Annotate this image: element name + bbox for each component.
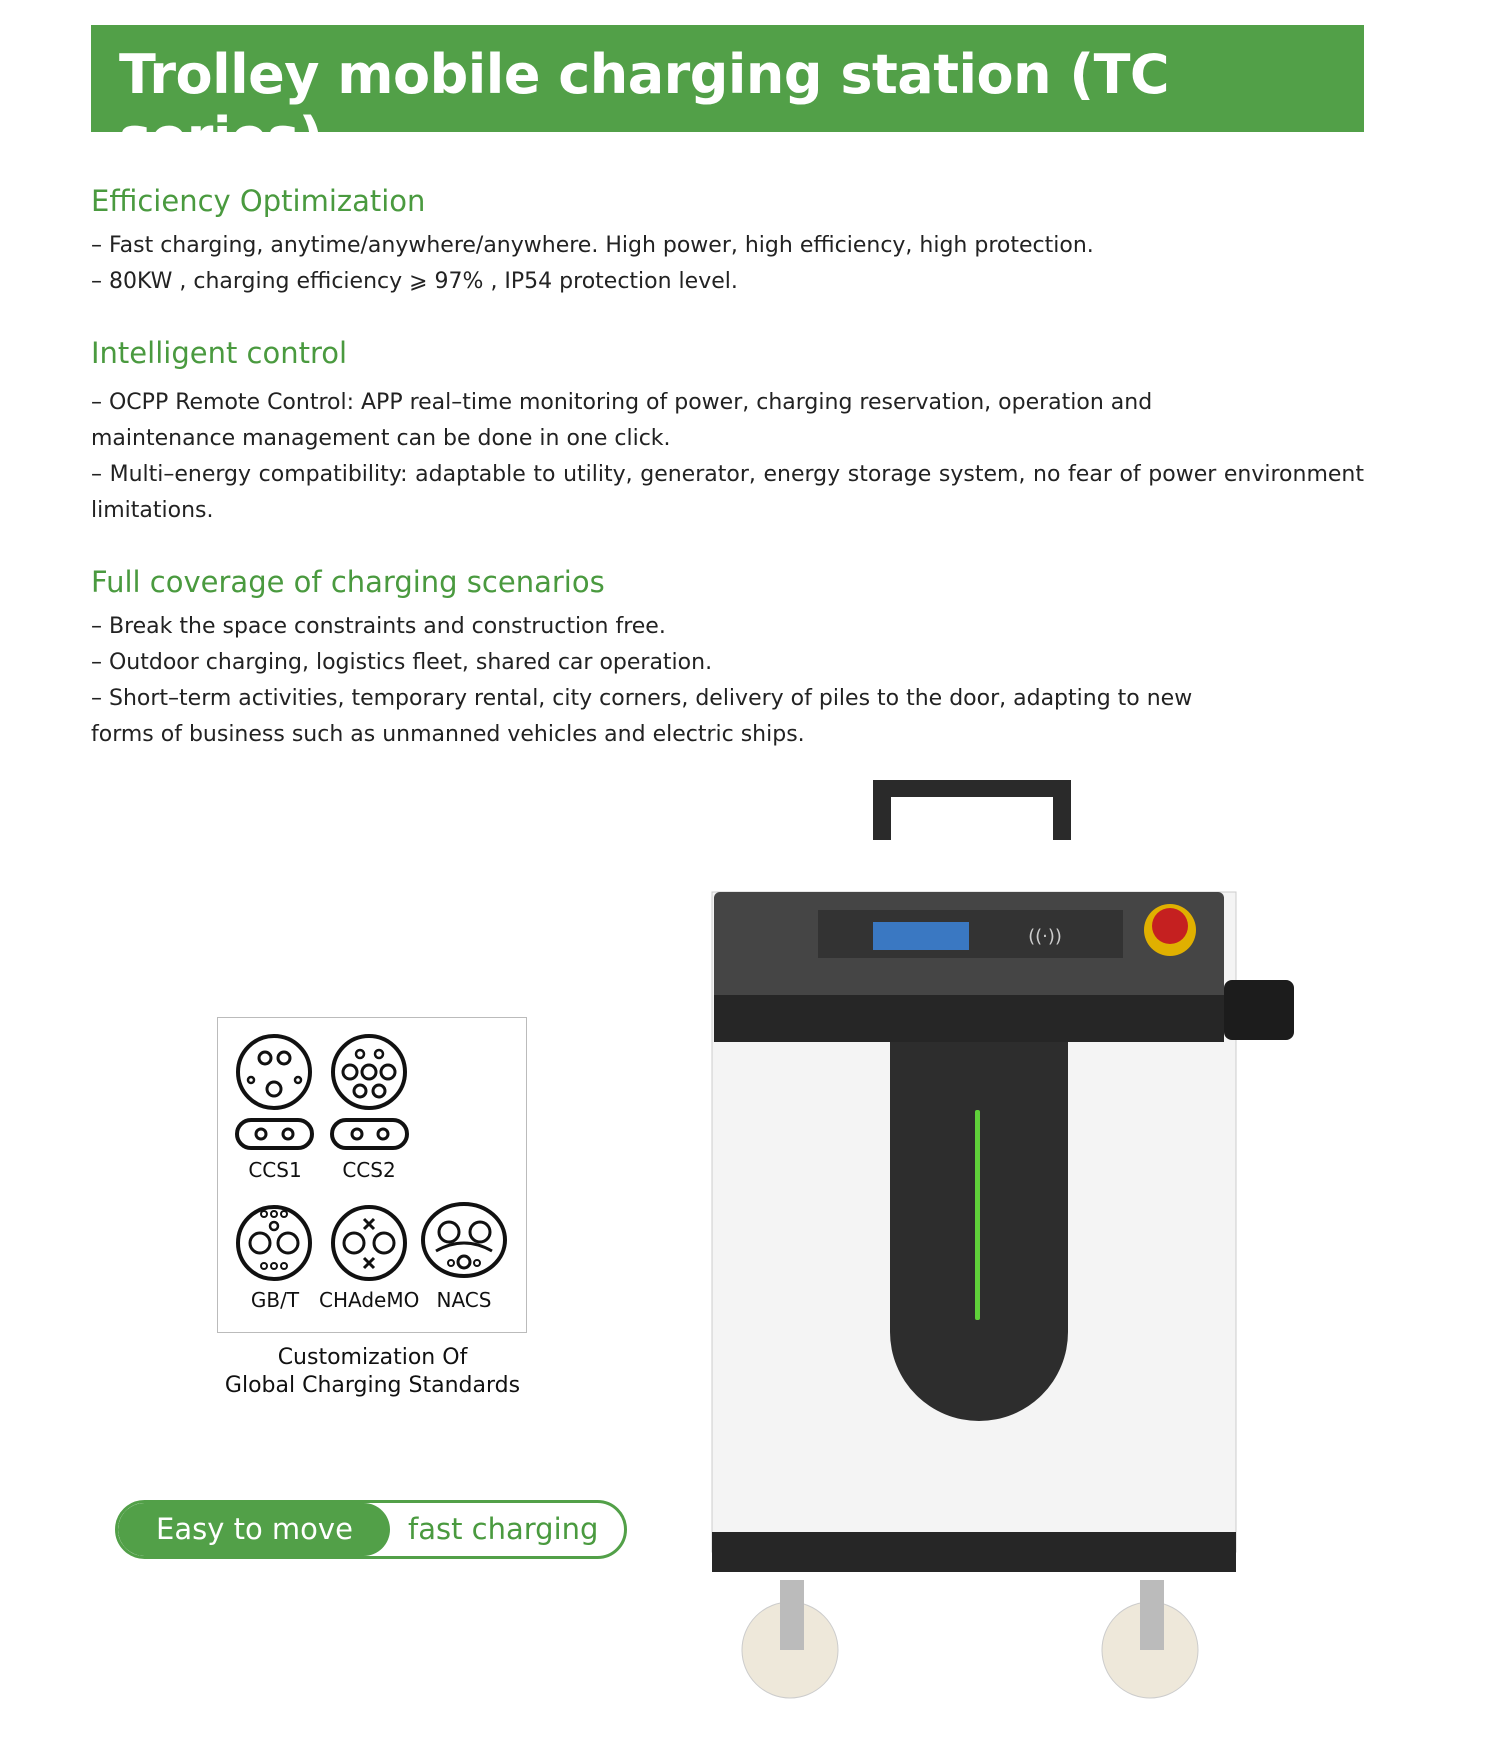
page-title: Trolley mobile charging station (TC series) xyxy=(119,43,1170,169)
scenarios-line-2: – Outdoor charging, logistics fleet, shared car operation. xyxy=(91,650,713,675)
standard-label-nacs: NACS xyxy=(436,1288,492,1312)
pill-fast-charging: fast charging xyxy=(408,1512,599,1546)
title-banner xyxy=(91,25,1364,169)
ccs2-connector-icon xyxy=(332,1036,407,1148)
standards-caption xyxy=(200,1344,545,1400)
section-heading-intelligent: Intelligent control xyxy=(91,336,348,370)
chademo-connector-icon xyxy=(333,1207,405,1279)
caption-line-1: Customization Of xyxy=(277,1345,468,1370)
nacs-connector-icon xyxy=(423,1204,505,1276)
standard-label-ccs2: CCS2 xyxy=(342,1158,396,1182)
trolley-handle xyxy=(882,788,1062,840)
display-screen xyxy=(873,922,969,950)
feature-pill xyxy=(115,1500,627,1559)
scenarios-line-1: – Break the space constraints and construction free. xyxy=(91,614,666,639)
intelligent-line-1: – OCPP Remote Control: APP real–time monitoring of power, charging reservation, operation and maintenance management can be done in one click. xyxy=(91,390,1153,451)
intelligent-line-2: – Multi–energy compatibility: adaptable to utility, generator, energy storage system, no fear of power environment limitations. xyxy=(91,462,1364,523)
section-heading-efficiency: Efficiency Optimization xyxy=(91,184,426,218)
standard-label-ccs1: CCS1 xyxy=(248,1158,302,1182)
charging-standards-panel xyxy=(217,1017,527,1333)
efficiency-line-2: – 80KW , charging efficiency ⩾ 97% , IP54 protection level. xyxy=(91,269,738,294)
caption-line-2: Global Charging Standards xyxy=(224,1373,521,1398)
status-light-strip xyxy=(975,1110,980,1320)
charger-product-image xyxy=(700,780,1320,1710)
gbt-connector-icon xyxy=(238,1207,310,1279)
charging-connector-holder xyxy=(1224,980,1294,1040)
efficiency-line-1: – Fast charging, anytime/anywhere/anywhere. High power, high efficiency, high protection. xyxy=(91,233,1094,258)
section-heading-scenarios: Full coverage of charging scenarios xyxy=(91,565,605,599)
scenarios-line-3: – Short–term activities, temporary rental, city corners, delivery of piles to the door, adapting to new forms of business such as unmanned vehicles and electric ships. xyxy=(91,686,1193,747)
standard-label-chademo: CHAdeMO xyxy=(319,1288,420,1312)
standard-label-gbt: GB/T xyxy=(250,1288,300,1312)
pill-easy-to-move: Easy to move xyxy=(118,1503,390,1556)
svg-text:((·)): ((·)) xyxy=(1028,926,1062,947)
ccs1-connector-icon xyxy=(237,1036,312,1148)
